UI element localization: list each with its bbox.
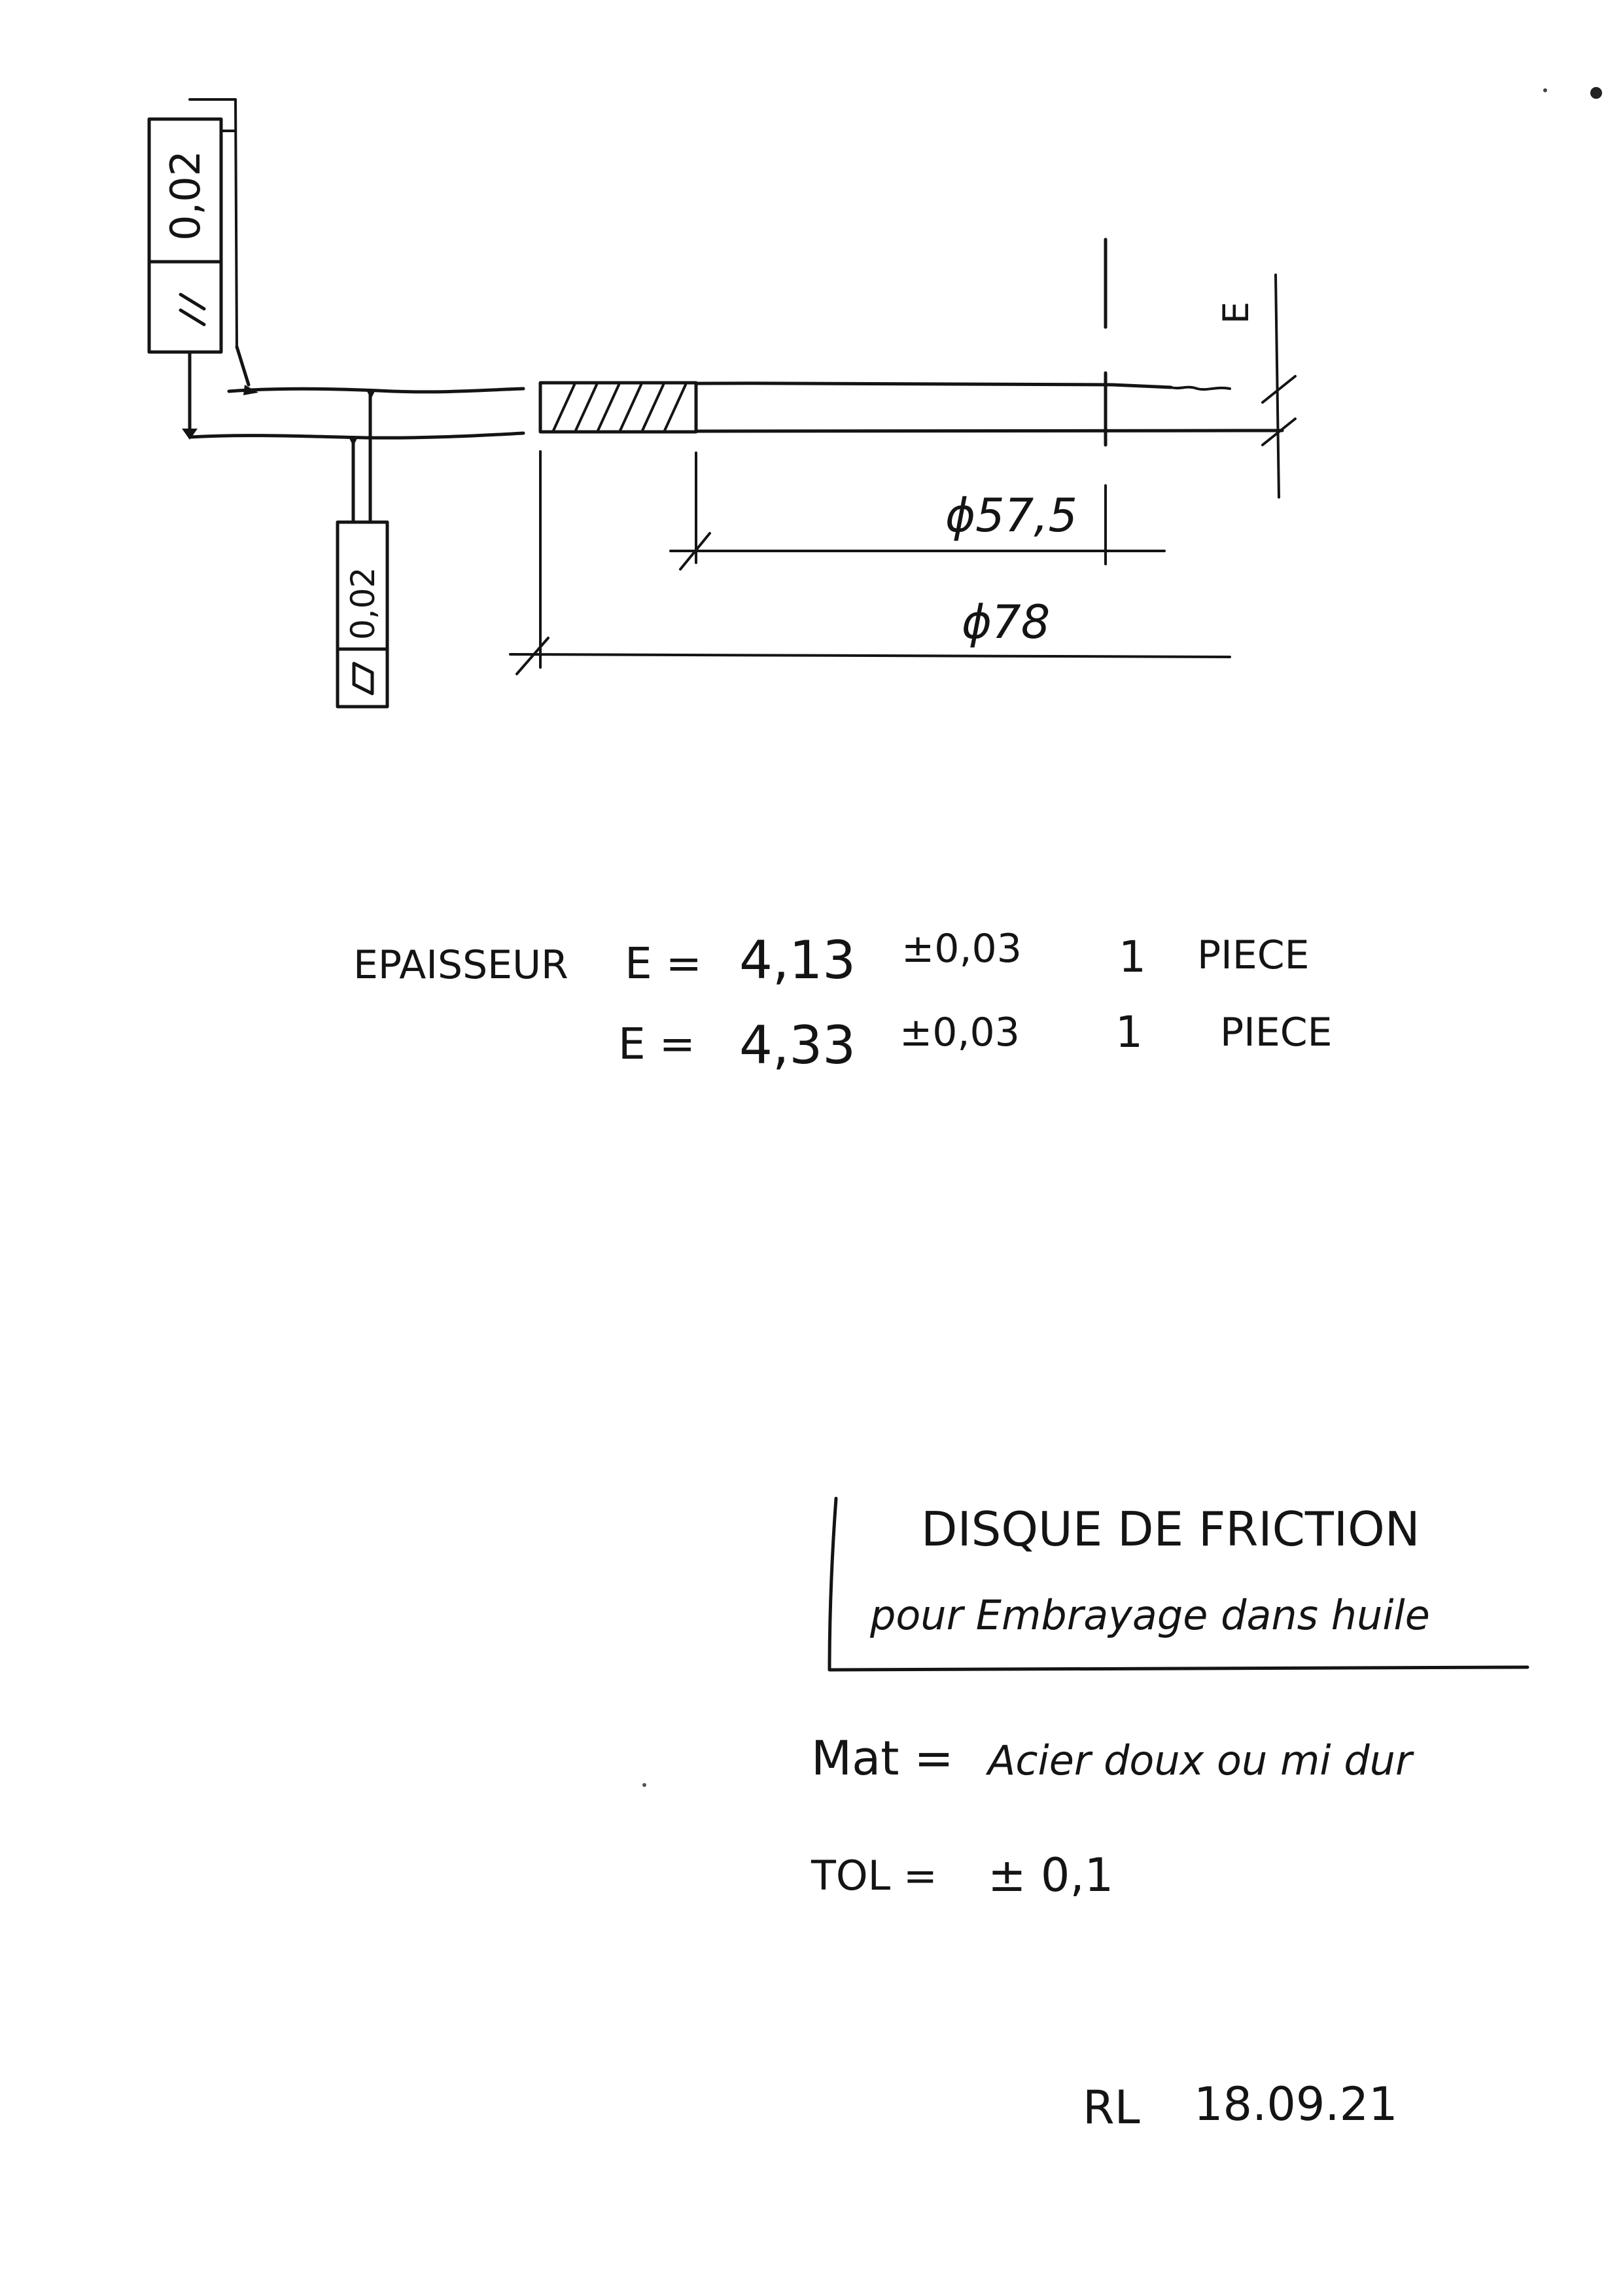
thickness-row bbox=[618, 1007, 1333, 1076]
thickness-label: EPAISSEUR bbox=[353, 942, 568, 988]
material-value: Acier doux ou mi dur bbox=[988, 1737, 1412, 1784]
thickness-row-unit: PIECE bbox=[1197, 932, 1310, 978]
thickness-row-symbol: E = bbox=[625, 938, 702, 989]
thickness-row-tolerance: ±0,03 bbox=[899, 1010, 1020, 1055]
thickness-row-value: 4,33 bbox=[739, 1015, 856, 1076]
thickness-row-qty: 1 bbox=[1119, 932, 1146, 982]
thickness-row bbox=[625, 926, 1310, 991]
title-block-title: DISQUE DE FRICTION bbox=[921, 1502, 1420, 1557]
thickness-row-symbol: E = bbox=[618, 1019, 695, 1069]
thickness-row-value: 4,13 bbox=[739, 930, 856, 991]
disc-top-edge-right bbox=[696, 383, 1171, 387]
parallelism-icon bbox=[181, 294, 204, 325]
parallelism-value: 0,02 bbox=[162, 150, 209, 241]
flatness-value: 0,02 bbox=[344, 567, 382, 640]
dimension-lines bbox=[510, 239, 1295, 674]
thickness-row-unit: PIECE bbox=[1220, 1010, 1333, 1055]
thickness-notes bbox=[353, 926, 1333, 1076]
outer-diameter-label: ϕ78 bbox=[962, 595, 1051, 649]
signature-date: 18.09.21 bbox=[1194, 2077, 1398, 2131]
tolerance-value: ± 0,1 bbox=[988, 1848, 1114, 1902]
break-line bbox=[1171, 387, 1230, 389]
thickness-symbol: E bbox=[1215, 301, 1257, 324]
inner-diameter-label: ϕ57,5 bbox=[945, 489, 1078, 542]
title-block bbox=[829, 1498, 1527, 1670]
title-block-subtitle: pour Embrayage dans huile bbox=[870, 1591, 1430, 1639]
tolerance-label: TOL = bbox=[811, 1852, 937, 1899]
part-section-view bbox=[190, 383, 1282, 438]
signature bbox=[1083, 2077, 1398, 2134]
disc-top-edge-left bbox=[229, 389, 523, 392]
thickness-row-tolerance: ±0,03 bbox=[901, 926, 1022, 972]
section-hatching bbox=[553, 385, 686, 431]
flatness-leader bbox=[353, 391, 370, 522]
thickness-row-qty: 1 bbox=[1115, 1007, 1143, 1057]
flatness-icon bbox=[354, 663, 372, 694]
material-label: Mat = bbox=[811, 1731, 954, 1786]
parallelism-tolerance-frame bbox=[149, 99, 258, 440]
parallelism-leader bbox=[237, 347, 249, 385]
signature-initials: RL bbox=[1083, 2081, 1140, 2134]
specs bbox=[811, 1731, 1414, 1902]
